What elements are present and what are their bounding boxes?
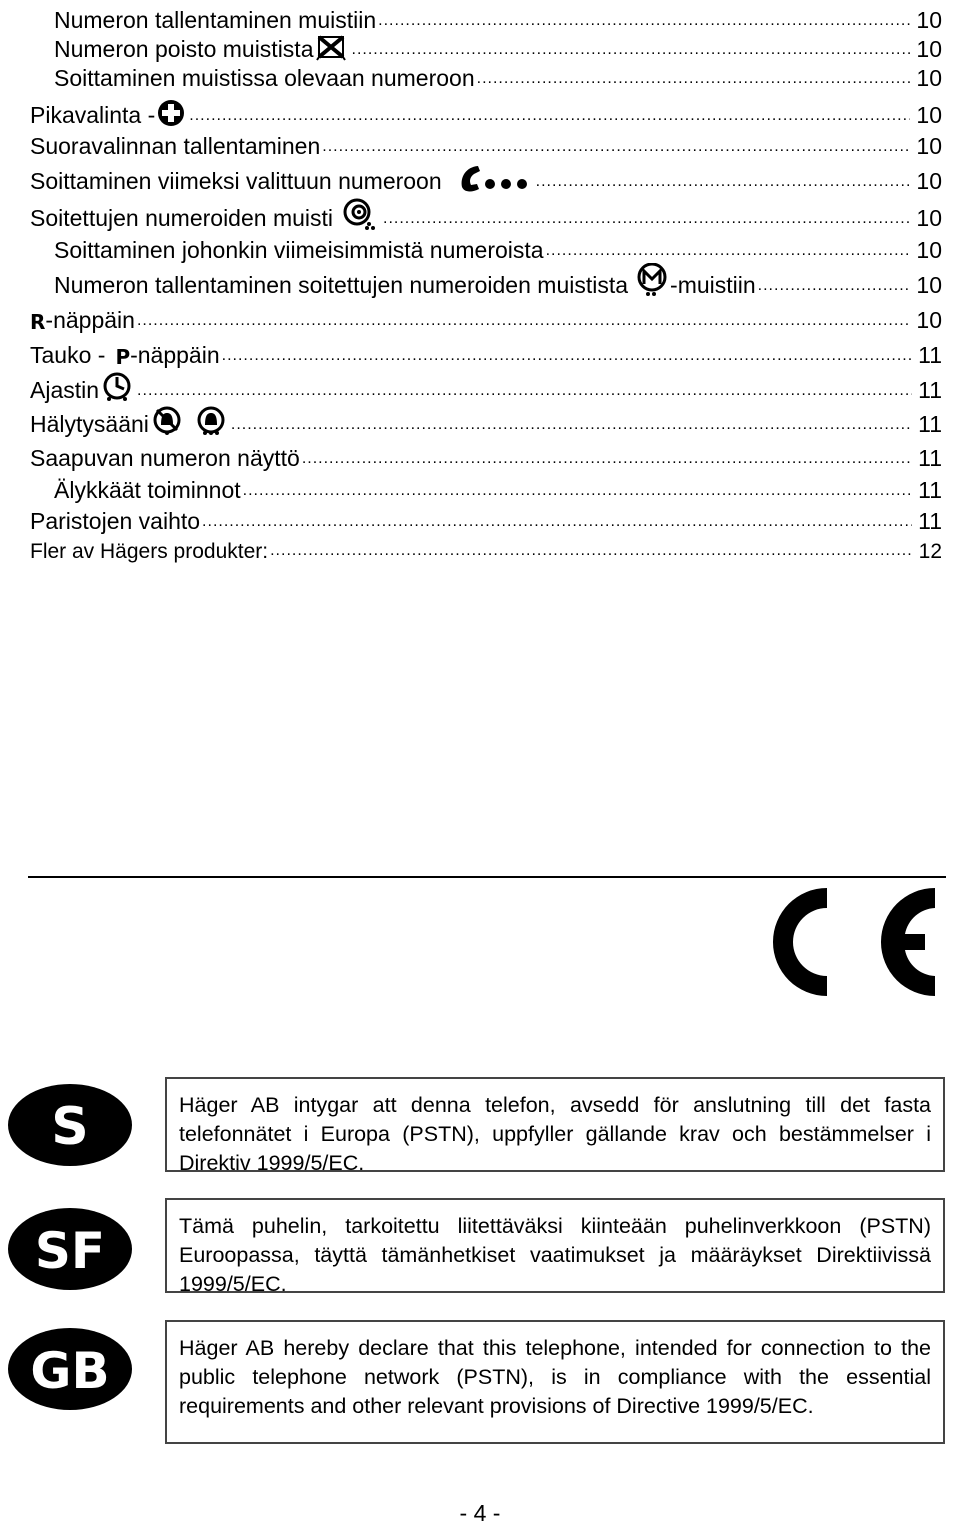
dot-leader bbox=[137, 383, 912, 399]
memory-m-icon bbox=[636, 263, 668, 297]
redial-handset-icon bbox=[456, 163, 532, 193]
toc-entry-label-suffix: -muistiin bbox=[670, 272, 756, 298]
declaration-text: Häger AB intygar att denna telefon, avsedd för anslutning till det fasta telefonnätet i Europa (PSTN), uppfyller gällande krav och bestämmelser i Direktiv 1999/5/EC. bbox=[179, 1093, 931, 1175]
declaration-swedish bbox=[165, 1077, 945, 1175]
dot-leader bbox=[302, 451, 912, 467]
dot-leader bbox=[322, 139, 910, 155]
toc-entry-label: Älykkäät toiminnot bbox=[54, 477, 241, 503]
bell-on-icon bbox=[195, 406, 227, 436]
toc-entry[interactable] bbox=[30, 438, 942, 470]
toc-entry[interactable] bbox=[30, 530, 942, 562]
dot-leader bbox=[536, 174, 911, 190]
toc-page-number: 10 bbox=[916, 237, 942, 263]
dot-leader bbox=[270, 543, 913, 559]
toc-entry[interactable] bbox=[54, 29, 942, 61]
clock-icon bbox=[101, 372, 133, 402]
dot-leader bbox=[202, 514, 912, 530]
section-divider bbox=[28, 876, 946, 878]
toc-entry-label: Suoravalinnan tallentaminen bbox=[30, 133, 321, 159]
declaration-english bbox=[165, 1320, 945, 1444]
toc-entry[interactable] bbox=[30, 161, 942, 193]
country-badge-sf bbox=[6, 1206, 134, 1292]
dot-leader bbox=[137, 313, 910, 329]
country-badge-gb bbox=[6, 1326, 134, 1412]
toc-page-number: 10 bbox=[916, 272, 942, 298]
toc-entry[interactable] bbox=[30, 404, 942, 436]
toc-page-number: 11 bbox=[918, 377, 942, 403]
toc-page-number: 11 bbox=[918, 477, 942, 503]
p-key-symbol: P bbox=[115, 345, 131, 369]
toc-entry-label: Hälytysääni bbox=[30, 411, 149, 437]
toc-entry-label: Numeron tallentaminen soitettujen numeroiden muistista bbox=[54, 272, 629, 298]
toc-entry-label: Tauko - bbox=[30, 342, 106, 368]
toc-entry-label: Soittaminen viimeksi valittuun numeroon bbox=[30, 168, 442, 194]
toc-entry-label-suffix: -näppäin bbox=[130, 342, 220, 368]
toc-page-number: 11 bbox=[918, 411, 942, 437]
toc-page-number: 11 bbox=[918, 342, 942, 368]
svg-text:GB: GB bbox=[30, 1342, 110, 1400]
toc-entry-label: Soitettujen numeroiden muisti bbox=[30, 205, 333, 231]
bell-off-icon bbox=[151, 406, 183, 436]
toc-entry-label: Ajastin bbox=[30, 377, 100, 403]
toc-entry[interactable] bbox=[54, 265, 942, 297]
toc-page-number: 10 bbox=[916, 7, 942, 33]
toc-entry[interactable] bbox=[54, 470, 942, 502]
toc-page-number: 12 bbox=[918, 540, 942, 563]
declaration-text: Tämä puhelin, tarkoitettu liitettäväksi kiinteään puhelinverkkoon (PSTN) Euroopassa, täyttä tämänhetkiset vaatimukset ja määräykset Direktiivissä 1999/5/EC. bbox=[179, 1214, 931, 1296]
toc-page-number: 10 bbox=[916, 133, 942, 159]
ce-mark-logo bbox=[765, 880, 945, 1002]
svg-text:S: S bbox=[51, 1097, 89, 1157]
dot-leader bbox=[352, 42, 911, 58]
dot-leader bbox=[477, 71, 911, 87]
svg-text:SF: SF bbox=[34, 1222, 106, 1280]
dialed-memory-icon bbox=[339, 198, 379, 230]
dot-leader bbox=[383, 211, 910, 227]
country-badge-s bbox=[6, 1082, 134, 1168]
dot-leader bbox=[231, 417, 912, 433]
dot-leader bbox=[243, 483, 912, 499]
toc-entry[interactable] bbox=[54, 0, 942, 32]
toc-page-number: 10 bbox=[916, 36, 942, 62]
toc-entry[interactable] bbox=[30, 126, 942, 158]
toc-page-number: 10 bbox=[916, 205, 942, 231]
dot-leader bbox=[546, 243, 911, 259]
toc-entry[interactable] bbox=[30, 501, 942, 533]
toc-page-number: 10 bbox=[916, 102, 942, 128]
dot-leader bbox=[222, 348, 912, 364]
toc-page-number: 10 bbox=[916, 168, 942, 194]
dot-leader bbox=[189, 108, 910, 124]
toc-page-number: 11 bbox=[918, 508, 942, 534]
dot-leader bbox=[378, 13, 910, 29]
toc-page-number: 10 bbox=[916, 65, 942, 91]
declaration-finnish bbox=[165, 1198, 945, 1296]
toc-entry-label: Paristojen vaihto bbox=[30, 508, 201, 534]
toc-entry[interactable] bbox=[30, 370, 942, 402]
toc-entry[interactable] bbox=[30, 300, 942, 332]
toc-entry-label: Soittaminen muistissa olevaan numeroon bbox=[54, 65, 475, 91]
dot-leader bbox=[758, 278, 911, 294]
declaration-text: Häger AB hereby declare that this telephone, intended for connection to the public telephone network (PSTN), is in compliance with the essential requirements and other relevant provisions of Directive 1999/5/EC. bbox=[179, 1336, 931, 1418]
toc-page-number: 11 bbox=[918, 445, 942, 471]
toc-entry[interactable] bbox=[54, 58, 942, 90]
toc-entry-label: Numeron poisto muistista bbox=[54, 36, 314, 62]
toc-entry[interactable] bbox=[30, 335, 942, 367]
plus-circle-icon bbox=[157, 99, 185, 127]
toc-entry[interactable] bbox=[30, 95, 942, 127]
toc-entry-label: Saapuvan numeron näyttö bbox=[30, 445, 300, 471]
r-key-symbol: R bbox=[30, 310, 46, 334]
toc-entry-label: -näppäin bbox=[45, 307, 135, 333]
toc-entry-label: Soittaminen johonkin viimeisimmistä numeroista bbox=[54, 237, 544, 263]
toc-entry-label: Numeron tallentaminen muistiin bbox=[54, 7, 377, 33]
toc-entry-label: Pikavalinta - bbox=[30, 102, 156, 128]
page-number: - 4 - bbox=[459, 1500, 501, 1526]
toc-page-number: 10 bbox=[916, 307, 942, 333]
toc-entry[interactable] bbox=[54, 230, 942, 262]
toc-entry-label: Fler av Hägers produkter: bbox=[30, 540, 269, 563]
toc-entry[interactable] bbox=[30, 198, 942, 230]
